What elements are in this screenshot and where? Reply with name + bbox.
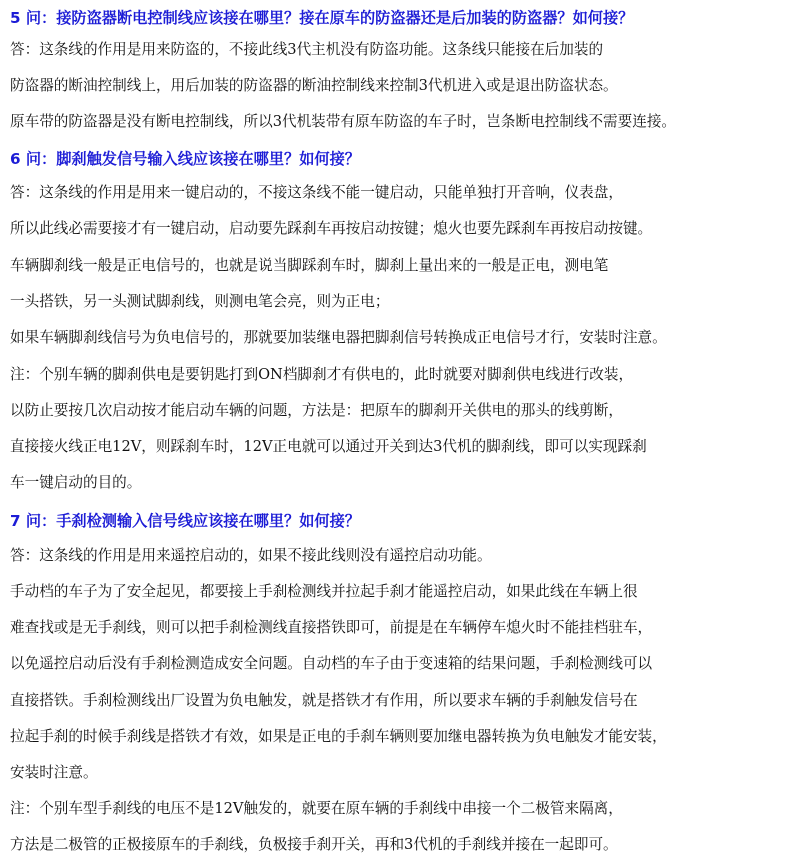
paragraph-line: 所以此线必需要接才有一键启动，启动要先踩刹车再按启动按键；熄火也要先踩刹车再按启动按键。 (10, 220, 653, 237)
paragraph-line: 以防止要按几次启动按才能启动车辆的问题，方法是：把原车的脚刹开关供电的那头的线剪断， (10, 402, 623, 419)
paragraph-line: 安装时注意。 (10, 764, 98, 781)
paragraph-line: 车一键启动的目的。 (10, 474, 142, 491)
paragraph-line: 一头搭铁，另一头测试脚刹线，则测电笔会亮，则为正电； (10, 293, 390, 310)
question-heading-6: 6 问：脚刹触发信号输入线应该接在哪里？如何接？ (10, 150, 360, 168)
paragraph-line: 防盗器的断油控制线上，用后加装的防盗器的断油控制线来控制3代机进入或是退出防盗状态。 (10, 77, 618, 94)
paragraph-line: 注：个别车辆的脚刹供电是要钥匙打到ON档脚刹才有供电的，此时就要对脚刹供电线进行改装， (10, 366, 634, 383)
paragraph-line: 拉起手刹的时候手刹线是搭铁才有效，如果是正电的手刹车辆则要加继电器转换为负电触发才能安装， (10, 728, 667, 745)
paragraph-line: 方法是二极管的正极接原车的手刹线，负极接手刹开关，再和3代机的手刹线并接在一起即可。 (10, 836, 618, 853)
paragraph-line: 原车带的防盗器是没有断电控制线，所以3代机装带有原车防盗的车子时，岂条断电控制线不需要连接。 (10, 113, 677, 130)
paragraph-line: 以免遥控启动后没有手刹检测造成安全问题。自动档的车子由于变速箱的结果问题，手刹检测线可以 (10, 655, 653, 672)
question-heading-5: 5 问：接防盗器断电控制线应该接在哪里？接在原车的防盗器还是后加装的防盗器？如何接？ (10, 9, 634, 27)
paragraph-line: 难查找或是无手刹线，则可以把手刹检测线直接搭铁即可，前提是在车辆停车熄火时不能挂档驻车， (10, 619, 653, 636)
paragraph-line: 手动档的车子为了安全起见，都要接上手刹检测线并拉起手刹才能遥控启动，如果此线在车辆上很 (10, 583, 638, 600)
question-heading-7: 7 问：手刹检测输入信号线应该接在哪里？如何接？ (10, 512, 360, 530)
paragraph-line: 如果车辆脚刹线信号为负电信号的，那就要加装继电器把脚刹信号转换成正电信号才行，安装时注意。 (10, 329, 667, 346)
paragraph-line: 注：个别车型手刹线的电压不是12V触发的，就要在原车辆的手刹线中串接一个二极管来隔离， (10, 800, 623, 817)
paragraph-line: 答：这条线的作用是用来防盗的，不接此线3代主机没有防盗功能。这条线只能接在后加装的 (10, 41, 604, 58)
paragraph-line: 直接搭铁。手刹检测线出厂设置为负电触发，就是搭铁才有作用，所以要求车辆的手刹触发信号在 (10, 692, 638, 709)
paragraph-line: 车辆脚刹线一般是正电信号的，也就是说当脚踩刹车时，脚刹上量出来的一般是正电，测电笔 (10, 257, 609, 274)
paragraph-line: 直接接火线正电12V，则踩刹车时，12V正电就可以通过开关到达3代机的脚刹线，即可以实现踩刹 (10, 438, 647, 455)
paragraph-line: 答：这条线的作用是用来一键启动的，不接这条线不能一键启动，只能单独打开音响，仪表盘， (10, 184, 623, 201)
paragraph-line: 答：这条线的作用是用来遥控启动的，如果不接此线则没有遥控启动功能。 (10, 547, 492, 564)
